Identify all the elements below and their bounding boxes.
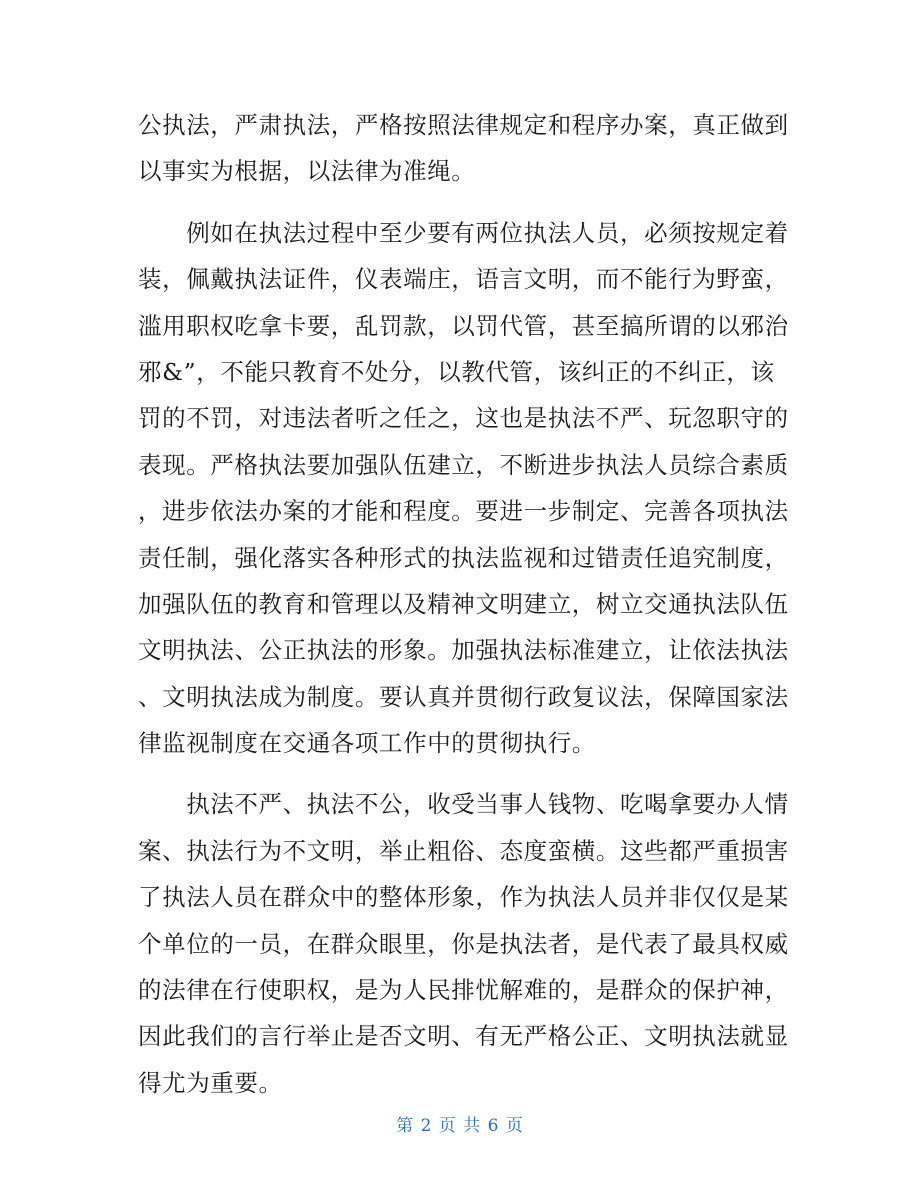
paragraph-gap — [138, 195, 798, 210]
text-line: 滥用职权吃拿卡要，乱罚款，以罚代管，甚至搞所谓的以邪治 — [138, 311, 789, 340]
text-line: 、文明执法成为制度。要认真并贯彻行政复议法，保障国家法 — [138, 682, 789, 711]
text-line: ，进步依法办案的才能和程度。要进一步制定、完善各项执法 — [138, 497, 789, 526]
body-text — [138, 102, 798, 1106]
text-line: 文明执法、公正执法的形象。加强执法标准建立，让依法执法 — [138, 636, 789, 665]
text-line: 邪&”，不能只教育不处分，以教代管，该纠正的不纠正，该 — [138, 357, 775, 386]
text-line: 以事实为根据，以法律为准绳。 — [138, 157, 476, 186]
page-number-footer: 第 2 页 共 6 页 — [396, 1116, 524, 1136]
text-line: 责任制，强化落实各种形式的执法监视和过错责任追究制度， — [138, 543, 789, 572]
text-line: 公执法，严肃执法，严格按照法律规定和程序办案，真正做到 — [138, 111, 789, 139]
paragraph-2 — [138, 210, 798, 767]
text-line: 案、执法行为不文明，举止粗俗、态度蛮横。这些都严重损害 — [138, 836, 789, 865]
text-line: 了执法人员在群众中的整体形象，作为执法人员并非仅仅是某 — [138, 883, 789, 912]
paragraph-1 — [138, 102, 798, 195]
text-line: 个单位的一员，在群众眼里，你是执法者，是代表了最具权威 — [138, 929, 789, 958]
text-line: 例如在执法过程中至少要有两位执法人员，必须按规定着 — [138, 218, 789, 247]
text-line: 加强队伍的教育和管理以及精神文明建立，树立交通执法队伍 — [138, 589, 789, 618]
text-line: 装，佩戴执法证件，仪表端庄，语言文明，而不能行为野蛮， — [138, 265, 789, 294]
text-line: 律监视制度在交通各项工作中的贯彻执行。 — [138, 729, 596, 758]
text-line: 得尤为重要。 — [138, 1068, 283, 1097]
paragraph-3 — [138, 781, 798, 1106]
text-line: 执法不严、执法不公，收受当事人钱物、吃喝拿要办人情 — [138, 790, 789, 819]
text-line: 因此我们的言行举止是否文明、有无严格公正、文明执法就显 — [138, 1022, 789, 1051]
paragraph-gap — [138, 766, 798, 781]
text-line: 的法律在行使职权，是为人民排忧解难的，是群众的保护神， — [138, 976, 789, 1005]
text-line: 表现。严格执法要加强队伍建立，不断进步执法人员综合素质 — [138, 450, 789, 479]
text-line: 罚的不罚，对违法者听之任之，这也是执法不严、玩忽职守的 — [138, 404, 789, 433]
